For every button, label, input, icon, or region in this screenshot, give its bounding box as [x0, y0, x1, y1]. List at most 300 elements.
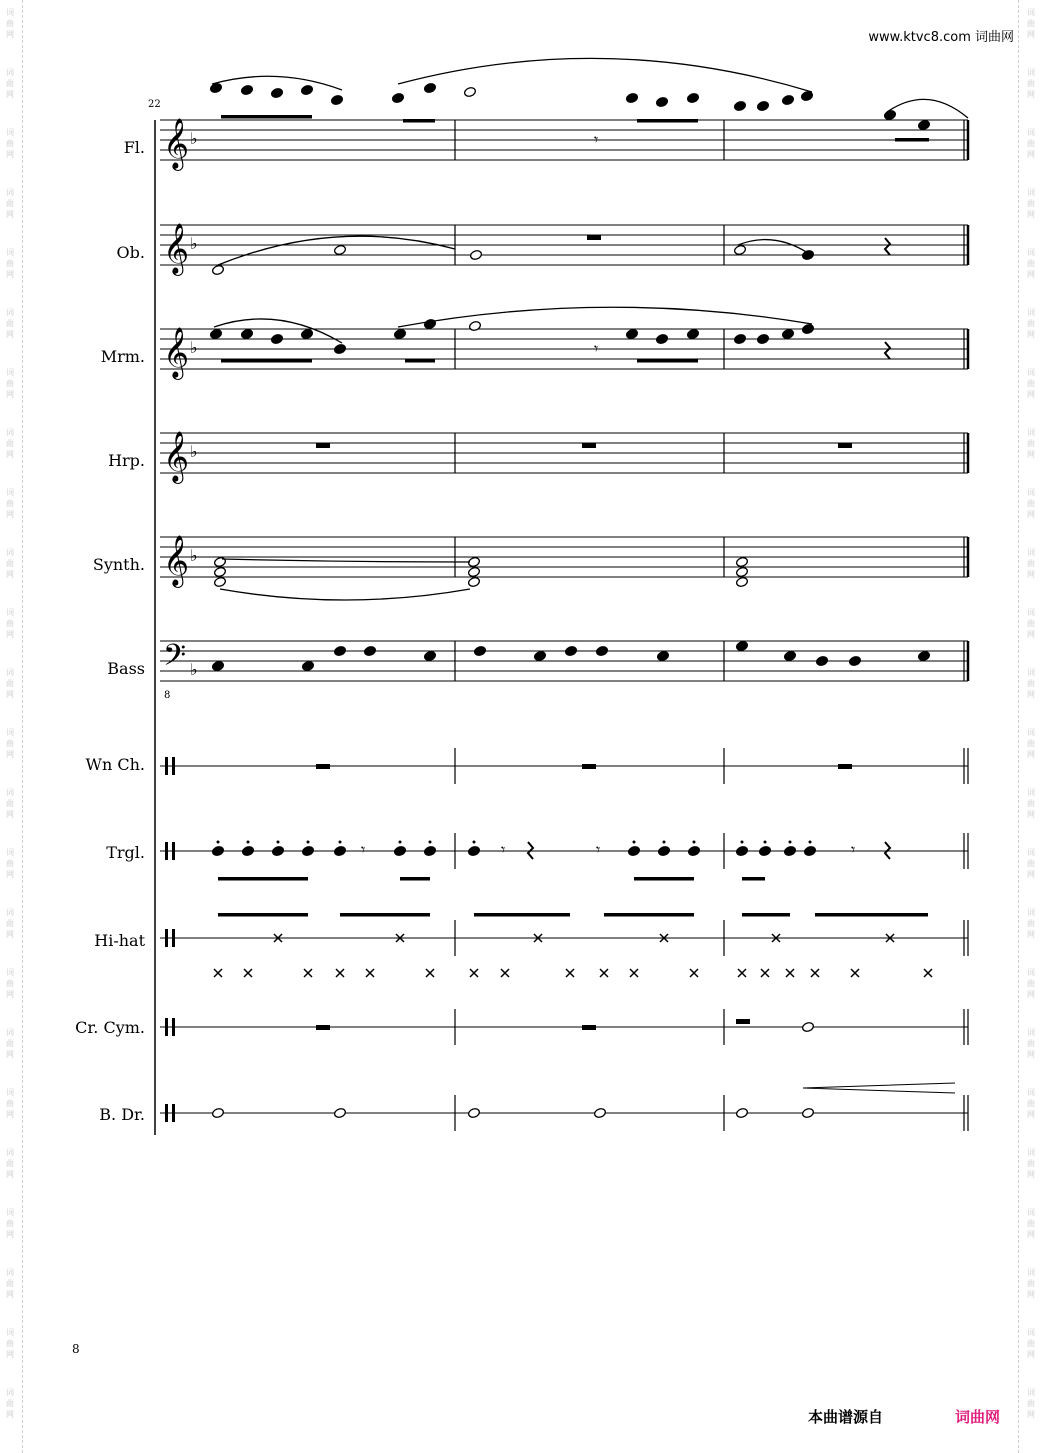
beam — [218, 913, 308, 917]
watermark-glyph: 曲 — [6, 1219, 14, 1228]
bass-clef-icon: 𝄢 — [163, 639, 187, 680]
x-notehead-icon — [630, 969, 638, 977]
watermark-glyph: 词 — [1027, 1208, 1035, 1217]
watermark-glyph: 词 — [6, 1208, 14, 1217]
staff-label-harp: Hrp. — [108, 451, 145, 470]
watermark-glyph: 曲 — [1027, 1339, 1035, 1348]
watermark-glyph: 网 — [1027, 270, 1035, 279]
flat-icon: ♭ — [190, 442, 198, 461]
x-notehead-icon — [786, 969, 794, 977]
watermark-glyph: 词 — [6, 68, 14, 77]
notehead — [467, 576, 480, 587]
watermark-glyph: 曲 — [6, 439, 14, 448]
watermark-glyph: 网 — [1027, 990, 1035, 999]
watermark-glyph: 词 — [1027, 848, 1035, 857]
staff-lines — [160, 120, 968, 1113]
watermark-glyph: 网 — [1027, 630, 1035, 639]
notehead — [467, 1107, 480, 1118]
staff-label-oboe: Ob. — [116, 243, 145, 262]
watermark-glyph: 词 — [6, 428, 14, 437]
watermark-glyph: 曲 — [6, 979, 14, 988]
x-notehead-icon — [501, 969, 509, 977]
watermark-glyph: 曲 — [6, 499, 14, 508]
whole-rest-icon — [582, 1025, 596, 1030]
notehead — [240, 84, 253, 95]
notehead — [783, 845, 796, 856]
eighth-rest-icon: 𝄾 — [361, 840, 366, 859]
watermark-glyph: 曲 — [1027, 559, 1035, 568]
slur — [738, 240, 808, 253]
notehead — [686, 92, 699, 103]
watermark-glyph: 词 — [1027, 728, 1035, 737]
percussion-clef-icon — [165, 842, 168, 860]
watermark-glyph: 词 — [6, 1328, 14, 1337]
beam — [340, 913, 430, 917]
notehead — [363, 645, 376, 656]
watermark-glyph: 曲 — [1027, 1039, 1035, 1048]
watermark-glyph: 网 — [1027, 1290, 1035, 1299]
notehead — [655, 96, 668, 107]
notehead — [801, 323, 814, 334]
watermark-glyph: 曲 — [1027, 1279, 1035, 1288]
watermark-glyph: 词 — [6, 1028, 14, 1037]
treble-clef-icon: 𝄞 — [163, 431, 190, 482]
watermark-glyph: 网 — [6, 690, 14, 699]
watermark-glyph: 词 — [6, 1088, 14, 1097]
beam — [815, 913, 928, 917]
notehead — [756, 333, 769, 344]
flat-icon: ♭ — [190, 234, 198, 253]
beam — [405, 359, 435, 363]
percussion-clef-icon — [165, 757, 168, 775]
notehead — [758, 845, 771, 856]
watermark-glyph: 网 — [6, 390, 14, 399]
beam — [474, 913, 570, 917]
watermark-glyph: 网 — [1027, 1350, 1035, 1359]
beam — [400, 877, 430, 881]
whole-rest-icon — [316, 1025, 330, 1030]
x-notehead-icon — [851, 969, 859, 977]
notehead — [848, 655, 861, 666]
staff-label-bass-drum: B. Dr. — [99, 1105, 145, 1124]
notehead — [917, 119, 930, 130]
notehead — [625, 328, 638, 339]
notehead — [625, 92, 638, 103]
tie — [220, 589, 470, 600]
x-notehead-icon — [304, 969, 312, 977]
treble-clef-icon: 𝄞 — [163, 327, 190, 378]
watermark-glyph: 曲 — [6, 259, 14, 268]
beam — [604, 913, 694, 917]
watermark-glyph: 网 — [1027, 510, 1035, 519]
staff-label-flute: Fl. — [123, 138, 145, 157]
clefs — [163, 118, 198, 1122]
notehead — [211, 660, 224, 671]
slur — [398, 58, 812, 92]
whole-rest-icon — [587, 235, 601, 240]
notehead — [463, 86, 476, 97]
beam — [742, 913, 790, 917]
staff-label-synth: Synth. — [92, 555, 145, 574]
watermark-glyph: 曲 — [6, 1159, 14, 1168]
watermark-glyph: 曲 — [1027, 619, 1035, 628]
notehead — [333, 645, 346, 656]
watermark-glyph: 曲 — [6, 319, 14, 328]
watermark-glyph: 词 — [6, 608, 14, 617]
watermark-glyph: 词 — [1027, 1148, 1035, 1157]
percussion-clef-icon — [165, 1018, 168, 1036]
notehead — [735, 640, 748, 651]
watermark-glyph: 词 — [6, 668, 14, 677]
percussion-clef-icon — [165, 929, 168, 947]
eighth-rest-icon: 𝄾 — [851, 840, 856, 859]
staff-label-crash-cymbal: Cr. Cym. — [75, 1018, 145, 1037]
watermark-glyph: 词 — [1027, 488, 1035, 497]
slur — [212, 76, 342, 90]
watermark-glyph: 曲 — [6, 199, 14, 208]
notes — [207, 82, 955, 1135]
notehead — [815, 655, 828, 666]
watermark-glyph: 网 — [6, 90, 14, 99]
watermark-glyph: 曲 — [1027, 259, 1035, 268]
page-number: 8 — [72, 1342, 80, 1356]
x-notehead-icon — [761, 969, 769, 977]
percussion-clef-icon — [172, 842, 175, 860]
tremolo-mark — [799, 1041, 808, 1044]
notehead — [300, 84, 313, 95]
watermark-glyph: 曲 — [1027, 439, 1035, 448]
notehead — [783, 650, 796, 661]
notehead — [801, 1021, 814, 1032]
treble-clef-icon: 𝄞 — [163, 223, 190, 274]
notehead — [627, 845, 640, 856]
watermark-glyph: 网 — [6, 570, 14, 579]
watermark-glyph: 曲 — [1027, 19, 1035, 28]
watermark-glyph: 词 — [6, 728, 14, 737]
notehead — [686, 328, 699, 339]
watermark-glyph: 网 — [6, 1110, 14, 1119]
notehead — [473, 645, 486, 656]
notehead — [735, 845, 748, 856]
watermark-glyph: 词 — [6, 788, 14, 797]
watermark-glyph: 网 — [1027, 450, 1035, 459]
staccato-dot — [429, 841, 432, 844]
watermark-glyph: 词 — [1027, 368, 1035, 377]
watermark-glyph: 词 — [1027, 308, 1035, 317]
watermark-glyph: 词 — [1027, 548, 1035, 557]
watermark-glyph: 词 — [1027, 68, 1035, 77]
watermark-glyph: 词 — [1027, 1328, 1035, 1337]
watermark-glyph: 曲 — [1027, 499, 1035, 508]
watermark-glyph: 网 — [1027, 1110, 1035, 1119]
percussion-clef-icon — [172, 929, 175, 947]
watermark-glyph: 网 — [1027, 150, 1035, 159]
notehead — [781, 94, 794, 105]
notehead — [657, 845, 670, 856]
tremolo-mark — [799, 1056, 808, 1059]
footer-source-label: 本曲谱源自 — [808, 1408, 884, 1426]
watermark-glyph: 网 — [6, 990, 14, 999]
notehead — [213, 556, 226, 567]
treble-clef-icon: 𝄞 — [163, 535, 190, 586]
watermark-glyph: 曲 — [6, 559, 14, 568]
notehead — [271, 845, 284, 856]
notehead — [733, 333, 746, 344]
watermark-glyph: 词 — [6, 128, 14, 137]
watermark-glyph: 网 — [6, 270, 14, 279]
watermark-glyph: 网 — [1027, 930, 1035, 939]
watermark-glyph: 网 — [1027, 1230, 1035, 1239]
notehead — [733, 100, 746, 111]
x-notehead-icon — [426, 969, 434, 977]
watermark-glyph: 网 — [1027, 750, 1035, 759]
notehead — [917, 650, 930, 661]
percussion-clef-icon — [172, 757, 175, 775]
flat-icon: ♭ — [190, 546, 198, 565]
watermark-glyph: 词 — [6, 848, 14, 857]
tremolo-mark — [799, 1036, 808, 1039]
watermark-glyph: 网 — [1027, 570, 1035, 579]
notehead — [687, 845, 700, 856]
notehead — [593, 1107, 606, 1118]
notehead — [595, 645, 608, 656]
x-notehead-icon — [566, 969, 574, 977]
watermark-glyph: 网 — [6, 30, 14, 39]
notehead — [270, 87, 283, 98]
watermark-glyph: 词 — [1027, 1028, 1035, 1037]
watermark-glyph: 网 — [6, 150, 14, 159]
watermark-glyph: 曲 — [1027, 139, 1035, 148]
watermark-glyph: 词 — [1027, 248, 1035, 257]
beam — [634, 877, 694, 881]
notehead — [333, 343, 346, 354]
x-notehead-icon — [738, 969, 746, 977]
watermark-glyph: 网 — [1027, 30, 1035, 39]
whole-rest-icon — [316, 443, 330, 448]
treble-clef-icon: 𝄞 — [163, 118, 190, 169]
staccato-dot — [307, 841, 310, 844]
barlines — [155, 120, 968, 1135]
watermark-glyph: 曲 — [6, 139, 14, 148]
watermark-glyph: 词 — [1027, 128, 1035, 137]
notehead — [270, 333, 283, 344]
watermark-glyph: 曲 — [1027, 1159, 1035, 1168]
watermark-glyph: 曲 — [1027, 799, 1035, 808]
watermark-glyph: 网 — [6, 1290, 14, 1299]
eighth-rest-icon: 𝄾 — [594, 339, 599, 358]
notehead — [301, 660, 314, 671]
eighth-rest-icon: 𝄾 — [501, 840, 506, 859]
watermark-glyph: 网 — [1027, 390, 1035, 399]
beam — [637, 359, 698, 363]
beam — [637, 119, 698, 123]
notehead — [468, 320, 481, 331]
watermark-glyph: 网 — [6, 1410, 14, 1419]
watermark-glyph: 词 — [1027, 428, 1035, 437]
notehead — [756, 100, 769, 111]
notehead — [241, 845, 254, 856]
notehead — [469, 249, 482, 260]
watermark-glyph: 词 — [6, 188, 14, 197]
notehead — [211, 845, 224, 856]
watermark-glyph: 网 — [1027, 810, 1035, 819]
watermark-glyph: 网 — [1027, 90, 1035, 99]
notehead — [803, 845, 816, 856]
watermark-glyph: 词 — [1027, 1268, 1035, 1277]
watermark-glyph: 网 — [1027, 1170, 1035, 1179]
notehead — [240, 328, 253, 339]
staccato-dot — [277, 841, 280, 844]
x-notehead-icon — [690, 969, 698, 977]
notehead — [735, 1107, 748, 1118]
footer-source-brand[interactable]: 词曲网 — [955, 1408, 1001, 1426]
beam — [742, 877, 765, 881]
notehead — [655, 333, 668, 344]
watermark-glyph: 词 — [6, 488, 14, 497]
notehead — [391, 92, 404, 103]
watermark-glyph: 网 — [6, 930, 14, 939]
watermark-glyph: 词 — [1027, 608, 1035, 617]
beam — [218, 877, 308, 881]
watermark-glyph: 词 — [6, 308, 14, 317]
watermark-glyph: 网 — [6, 1050, 14, 1059]
notehead — [300, 328, 313, 339]
watermark-glyph: 曲 — [6, 1099, 14, 1108]
watermark-glyph: 词 — [6, 1388, 14, 1397]
watermark-glyph: 词 — [6, 908, 14, 917]
watermark-glyph: 网 — [6, 1230, 14, 1239]
watermark-glyph: 网 — [1027, 330, 1035, 339]
notehead — [735, 566, 748, 577]
watermark-glyph: 词 — [6, 968, 14, 977]
staccato-dot — [633, 841, 636, 844]
watermark-glyph: 曲 — [6, 739, 14, 748]
watermark-glyph: 曲 — [1027, 859, 1035, 868]
watermark-glyph: 词 — [6, 1148, 14, 1157]
percussion-clef-icon — [172, 1018, 175, 1036]
watermark-glyph: 词 — [1027, 968, 1035, 977]
watermark-glyph: 曲 — [1027, 1219, 1035, 1228]
percussion-clef-icon — [172, 1104, 175, 1122]
watermark-glyph: 网 — [1027, 1410, 1035, 1419]
measure-number: 22 — [148, 99, 161, 110]
notehead — [393, 328, 406, 339]
staff-label-wind-chimes: Wn Ch. — [85, 755, 145, 774]
eighth-rest-icon: 𝄾 — [596, 840, 601, 859]
notehead — [883, 109, 896, 120]
watermark-glyph: 词 — [6, 1268, 14, 1277]
half-rest-icon — [736, 1019, 750, 1024]
staccato-dot — [399, 841, 402, 844]
eighth-rest-icon: 𝄾 — [594, 130, 599, 149]
staff-label-triangle: Trgl. — [106, 843, 145, 862]
notehead — [393, 845, 406, 856]
flat-icon: ♭ — [190, 129, 198, 148]
beam — [403, 119, 435, 123]
watermark-glyph: 曲 — [6, 19, 14, 28]
watermark-glyph: 词 — [1027, 1388, 1035, 1397]
watermark-glyph: 曲 — [6, 1399, 14, 1408]
watermark-glyph: 网 — [6, 210, 14, 219]
notehead — [423, 845, 436, 856]
octave-mark: 8 — [164, 690, 171, 701]
watermark-glyph: 网 — [1027, 1050, 1035, 1059]
watermark-glyph: 网 — [6, 630, 14, 639]
staccato-dot — [809, 841, 812, 844]
watermark-glyph: 词 — [6, 548, 14, 557]
x-notehead-icon — [811, 969, 819, 977]
notehead — [211, 1107, 224, 1118]
watermark-glyph: 曲 — [1027, 79, 1035, 88]
percussion-clef-icon — [165, 1104, 168, 1122]
watermark-glyph: 词 — [6, 248, 14, 257]
staccato-dot — [663, 841, 666, 844]
slur — [887, 99, 968, 118]
staff-label-marimba: Mrm. — [100, 347, 145, 366]
watermark-glyph: 网 — [6, 1350, 14, 1359]
staccato-dot — [473, 841, 476, 844]
notehead — [533, 650, 546, 661]
watermark-glyph: 曲 — [1027, 919, 1035, 928]
staccato-dot — [217, 841, 220, 844]
watermark-glyph: 网 — [6, 810, 14, 819]
notehead — [301, 845, 314, 856]
watermark-glyph: 曲 — [6, 79, 14, 88]
watermark-glyph: 曲 — [1027, 379, 1035, 388]
watermark-glyph: 词 — [1027, 8, 1035, 17]
watermark-glyph: 词 — [6, 368, 14, 377]
notehead — [564, 645, 577, 656]
notehead — [330, 94, 343, 105]
staccato-dot — [741, 841, 744, 844]
notehead — [781, 328, 794, 339]
watermark-glyph: 网 — [6, 750, 14, 759]
watermark-glyph: 曲 — [6, 859, 14, 868]
tie — [222, 559, 470, 562]
tremolo-mark — [799, 1046, 808, 1049]
watermark-glyph: 曲 — [6, 1279, 14, 1288]
watermark-glyph: 曲 — [1027, 319, 1035, 328]
notehead — [423, 318, 436, 329]
notehead — [211, 264, 224, 275]
notehead — [801, 249, 814, 260]
x-notehead-icon — [244, 969, 252, 977]
watermark-glyph: 词 — [1027, 1088, 1035, 1097]
staccato-dot — [764, 841, 767, 844]
watermark-glyph: 曲 — [6, 799, 14, 808]
watermark-glyph: 曲 — [6, 1039, 14, 1048]
notehead — [423, 650, 436, 661]
whole-rest-icon — [582, 764, 596, 769]
site-url[interactable]: www.ktvc8.com 词曲网 — [868, 30, 1014, 45]
beam — [221, 359, 312, 363]
tremolo-mark — [799, 1051, 808, 1054]
slur — [398, 307, 812, 327]
watermark-glyph: 词 — [6, 8, 14, 17]
watermark-glyph: 曲 — [1027, 1099, 1035, 1108]
x-notehead-icon — [366, 969, 374, 977]
watermark-glyph: 词 — [1027, 908, 1035, 917]
staccato-dot — [247, 841, 250, 844]
staccato-dot — [339, 841, 342, 844]
notehead — [333, 845, 346, 856]
notehead — [423, 82, 436, 93]
staff-label-bass: Bass — [107, 659, 145, 678]
watermark-glyph: 网 — [6, 870, 14, 879]
notehead — [213, 566, 226, 577]
watermark-glyph: 网 — [6, 450, 14, 459]
flat-icon: ♭ — [190, 338, 198, 357]
